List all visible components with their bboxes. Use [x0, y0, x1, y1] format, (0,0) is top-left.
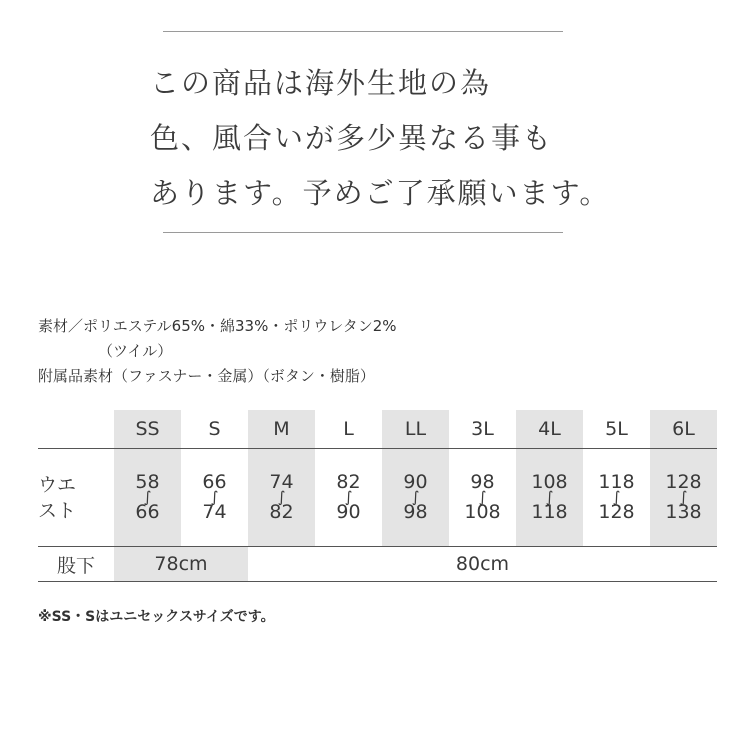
notice-line-1: この商品は海外生地の為 [150, 66, 492, 100]
inseam-value-m-6l: 80cm [248, 547, 717, 582]
range-tilde: ∫ [277, 488, 286, 506]
waist-max: 90 [336, 501, 361, 523]
range-tilde: ∫ [411, 488, 420, 506]
size-header-cell: L [315, 410, 382, 449]
material-line-1: 素材／ポリエステル65%・綿33%・ポリウレタン2% [38, 317, 397, 335]
range-tilde: ∫ [612, 488, 621, 506]
range-tilde: ∫ [344, 488, 353, 506]
size-header-cell: M [248, 410, 315, 449]
range-tilde: ∫ [545, 488, 554, 506]
waist-label-line-1: ウエ [38, 473, 77, 496]
waist-max: 98 [403, 501, 428, 523]
waist-cell [248, 449, 315, 547]
waist-cell [516, 449, 583, 547]
size-header-cell: SS [114, 410, 181, 449]
waist-max: 138 [665, 501, 702, 523]
waist-min: 66 [202, 471, 227, 493]
waist-max: 108 [464, 501, 501, 523]
top-divider [163, 31, 563, 32]
waist-cell [114, 449, 181, 547]
fabric-notice [150, 56, 611, 221]
inseam-row [38, 547, 717, 582]
size-header-cell: S [181, 410, 248, 449]
range-tilde: ∫ [478, 488, 487, 506]
waist-cell [315, 449, 382, 547]
material-info [38, 314, 397, 389]
size-header-row [38, 410, 717, 449]
size-header-cell: 3L [449, 410, 516, 449]
size-header-cell: LL [382, 410, 449, 449]
size-table [38, 410, 717, 582]
unisex-footnote: ※SS・Sはユニセックスサイズです。 [38, 609, 275, 625]
waist-max: 74 [202, 501, 227, 523]
material-line-2: （ツイル） [98, 342, 173, 360]
waist-min: 98 [470, 471, 495, 493]
waist-min: 118 [598, 471, 635, 493]
notice-line-3: あります。予めご了承願います。 [150, 176, 611, 210]
waist-label [38, 449, 114, 547]
waist-max: 82 [269, 501, 294, 523]
waist-max: 118 [531, 501, 568, 523]
waist-cell [181, 449, 248, 547]
waist-max: 66 [135, 501, 160, 523]
inseam-label: 股下 [38, 547, 114, 582]
size-header-cell: 5L [583, 410, 650, 449]
waist-min: 58 [135, 471, 160, 493]
waist-label-line-2: スト [38, 499, 77, 522]
range-tilde: ∫ [210, 488, 219, 506]
waist-cell [449, 449, 516, 547]
bottom-divider [163, 232, 563, 233]
waist-row [38, 449, 717, 547]
range-tilde: ∫ [679, 488, 688, 506]
waist-min: 74 [269, 471, 294, 493]
range-tilde: ∫ [143, 488, 152, 506]
size-header-cell: 4L [516, 410, 583, 449]
waist-min: 82 [336, 471, 361, 493]
inseam-value-ss-s: 78cm [114, 547, 248, 582]
waist-cell [650, 449, 717, 547]
notice-line-2: 色、風合いが多少異なる事も [150, 121, 554, 155]
waist-min: 128 [665, 471, 702, 493]
size-header-cell: 6L [650, 410, 717, 449]
waist-min: 90 [403, 471, 428, 493]
waist-max: 128 [598, 501, 635, 523]
waist-cell [382, 449, 449, 547]
corner-cell [38, 410, 114, 449]
material-line-3: 附属品素材（ファスナー・金属）（ボタン・樹脂） [38, 367, 375, 385]
waist-min: 108 [531, 471, 568, 493]
waist-cell [583, 449, 650, 547]
